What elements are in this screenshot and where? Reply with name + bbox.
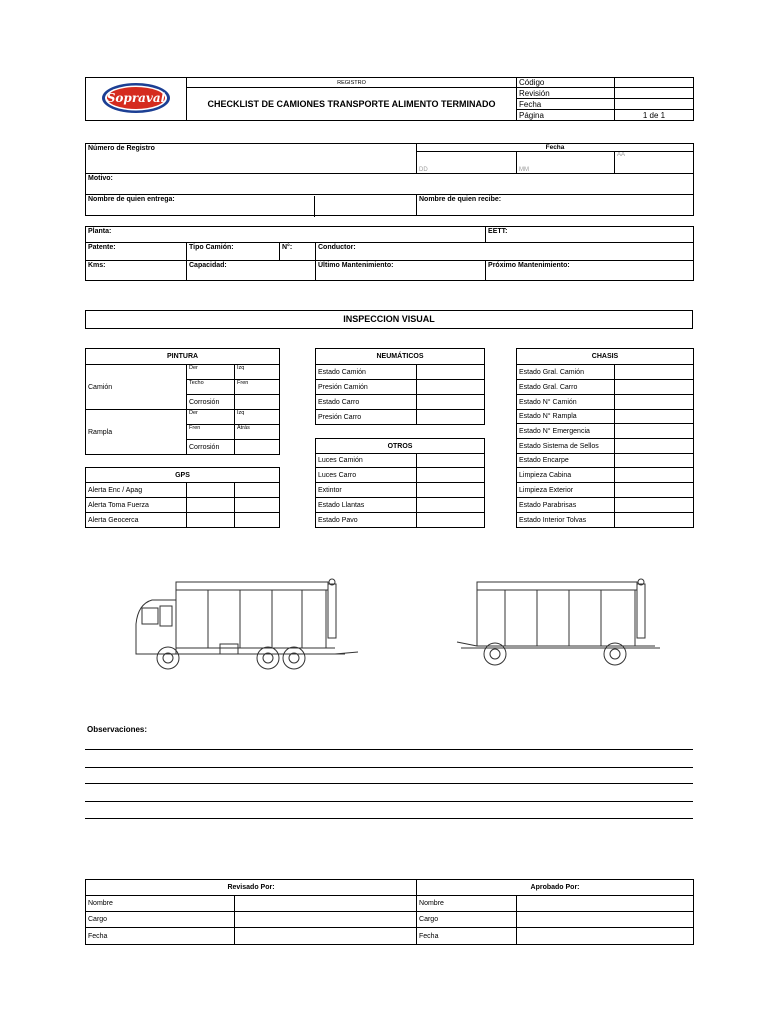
neumaticos-field[interactable] <box>417 410 485 425</box>
observaciones-line[interactable] <box>85 818 693 819</box>
revision-value[interactable] <box>615 88 694 99</box>
pintura-camion-label: Camión <box>86 365 187 410</box>
patente-field[interactable]: Patente: <box>86 243 187 261</box>
chasis-item-label: Estado Interior Tolvas <box>517 513 615 528</box>
aprobado-nombre-field[interactable] <box>517 896 694 912</box>
chasis-item-label: Limpieza Cabina <box>517 468 615 483</box>
codigo-label: Código <box>517 78 615 88</box>
gps-field[interactable] <box>187 513 235 528</box>
vehiculo-table <box>85 226 694 281</box>
chasis-field[interactable] <box>615 468 694 483</box>
aprobado-nombre-label: Nombre <box>417 896 517 912</box>
pintura-rampla-label: Rampla <box>86 410 187 455</box>
fecha-aa-field[interactable]: AA <box>615 152 694 174</box>
rampla-corrosion-label: Corrosión <box>187 440 235 455</box>
gps-field[interactable] <box>187 498 235 513</box>
neumaticos-field[interactable] <box>417 380 485 395</box>
planta-field[interactable]: Planta: <box>86 227 486 243</box>
revisado-nombre-field[interactable] <box>235 896 417 912</box>
chasis-item-label: Estado N° Rampla <box>517 410 615 424</box>
pagina-value: 1 de 1 <box>615 110 694 121</box>
fecha-mm-field[interactable]: MM <box>517 152 615 174</box>
gps-field[interactable] <box>187 483 235 498</box>
revisado-cargo-label: Cargo <box>86 912 235 928</box>
gps-item-label: Alerta Geocerca <box>86 513 187 528</box>
chasis-item-label: Estado Sistema de Sellos <box>517 439 615 454</box>
camion-corrosion-field[interactable] <box>235 395 280 410</box>
chasis-field[interactable] <box>615 513 694 528</box>
inspeccion-title: INSPECCION VISUAL <box>85 310 693 329</box>
numero-field[interactable]: N°: <box>280 243 316 261</box>
kms-field[interactable]: Kms: <box>86 261 187 281</box>
gps-title: GPS <box>86 468 280 483</box>
truck-drawing <box>130 572 370 672</box>
neumaticos-field[interactable] <box>417 365 485 380</box>
otros-item-label: Estado Llantas <box>316 498 417 513</box>
otros-field[interactable] <box>417 513 485 528</box>
sopraval-logo <box>100 81 172 115</box>
neumaticos-field[interactable] <box>417 395 485 410</box>
otros-item-label: Luces Camión <box>316 454 417 468</box>
ultimo-mant-field[interactable]: Último Mantenimiento: <box>316 261 486 281</box>
conductor-field[interactable]: Conductor: <box>316 243 694 261</box>
chasis-item-label: Estado N° Emergencia <box>517 424 615 439</box>
form-title: CHECKLIST DE CAMIONES TRANSPORTE ALIMENTO TERMINADO <box>187 88 517 121</box>
entrega-label: Nombre de quien entrega: <box>88 196 175 203</box>
revisado-cargo-field[interactable] <box>235 912 417 928</box>
rampla-corrosion-field[interactable] <box>235 440 280 455</box>
gps-item-label: Alerta Enc / Apag <box>86 483 187 498</box>
chasis-field[interactable] <box>615 365 694 380</box>
rampla-izq-field[interactable]: Izq <box>235 410 280 425</box>
rampla-der-field[interactable]: Der <box>187 410 235 425</box>
neumaticos-item-label: Estado Carro <box>316 395 417 410</box>
observaciones-label: Observaciones: <box>87 725 148 734</box>
otros-field[interactable] <box>417 483 485 498</box>
chasis-field[interactable] <box>615 498 694 513</box>
camion-der-field[interactable]: Der <box>187 365 235 380</box>
camion-fren-field[interactable]: Fren <box>235 380 280 395</box>
neumaticos-title: NEUMÁTICOS <box>316 349 485 365</box>
chasis-field[interactable] <box>615 424 694 439</box>
camion-corrosion-label: Corrosión <box>187 395 235 410</box>
chasis-field[interactable] <box>615 454 694 468</box>
pintura-title: PINTURA <box>86 349 280 365</box>
chasis-table <box>516 348 694 528</box>
recibe-label: Nombre de quien recibe: <box>419 196 502 203</box>
aprobado-title: Aprobado Por: <box>417 880 694 896</box>
pintura-table <box>85 348 280 455</box>
codigo-value[interactable] <box>615 78 694 88</box>
otros-item-label: Luces Carro <box>316 468 417 483</box>
eett-field[interactable]: EETT: <box>486 227 694 243</box>
neumaticos-item-label: Estado Camión <box>316 365 417 380</box>
capacidad-field[interactable]: Capacidad: <box>187 261 316 281</box>
logo-cell <box>86 78 187 121</box>
registro-label: REGISTRO <box>187 78 517 88</box>
observaciones-line[interactable] <box>85 767 693 768</box>
otros-title: OTROS <box>316 439 485 454</box>
revision-label: Revisión <box>517 88 615 99</box>
otros-field[interactable] <box>417 498 485 513</box>
otros-field[interactable] <box>417 468 485 483</box>
motivo-field[interactable]: Motivo: <box>86 174 694 195</box>
aprobado-fecha-field[interactable] <box>517 928 694 945</box>
revisado-title: Revisado Por: <box>86 880 417 896</box>
chasis-field[interactable] <box>615 483 694 498</box>
chasis-item-label: Limpieza Exterior <box>517 483 615 498</box>
pagina-label: Página <box>517 110 615 121</box>
proximo-mant-field[interactable]: Próximo Mantenimiento: <box>486 261 694 281</box>
neumaticos-item-label: Presión Carro <box>316 410 417 425</box>
revisado-fecha-label: Fecha <box>86 928 235 945</box>
tipo-camion-field[interactable]: Tipo Camión: <box>187 243 280 261</box>
rampla-fren-field[interactable]: Fren <box>187 425 235 440</box>
rampla-atras-field[interactable]: Atrás <box>235 425 280 440</box>
aprobado-fecha-label: Fecha <box>417 928 517 945</box>
camion-techo-field[interactable]: Techo <box>187 380 235 395</box>
chasis-field[interactable] <box>615 380 694 395</box>
chasis-item-label: Estado Encarpe <box>517 454 615 468</box>
fecha-header: Fecha <box>417 144 694 152</box>
chasis-item-label: Estado Gral. Camión <box>517 365 615 380</box>
recibe-field[interactable] <box>417 195 694 216</box>
neumaticos-table <box>315 348 485 425</box>
aprobado-cargo-field[interactable] <box>517 912 694 928</box>
chasis-item-label: Estado Parabrisas <box>517 498 615 513</box>
gps-item-label: Alerta Toma Fuerza <box>86 498 187 513</box>
entrega-field[interactable] <box>86 195 417 216</box>
numero-registro-field[interactable]: Número de Registro <box>86 144 417 174</box>
chasis-field[interactable] <box>615 439 694 454</box>
observaciones-line[interactable] <box>85 749 693 750</box>
fecha-dd-field[interactable]: DD <box>417 152 517 174</box>
aprobado-cargo-label: Cargo <box>417 912 517 928</box>
fecha-value[interactable] <box>615 99 694 110</box>
trailer-drawing <box>455 572 670 672</box>
chasis-title: CHASIS <box>517 349 694 365</box>
revisado-fecha-field[interactable] <box>235 928 417 945</box>
gps-field[interactable] <box>235 513 280 528</box>
firmas-table <box>85 879 694 945</box>
otros-item-label: Extintor <box>316 483 417 498</box>
otros-item-label: Estado Pavo <box>316 513 417 528</box>
logo-text: Sopraval <box>106 91 166 105</box>
otros-table <box>315 438 485 528</box>
neumaticos-item-label: Presión Camión <box>316 380 417 395</box>
chasis-field[interactable] <box>615 395 694 410</box>
chasis-field[interactable] <box>615 410 694 424</box>
header-table <box>85 77 694 121</box>
chasis-item-label: Estado Gral. Carro <box>517 380 615 395</box>
gps-table <box>85 467 280 528</box>
observaciones-line[interactable] <box>85 801 693 802</box>
otros-field[interactable] <box>417 454 485 468</box>
observaciones-line[interactable] <box>85 783 693 784</box>
gps-field[interactable] <box>235 498 280 513</box>
revisado-nombre-label: Nombre <box>86 896 235 912</box>
registro-table <box>85 143 694 216</box>
gps-field[interactable] <box>235 483 280 498</box>
camion-izq-field[interactable]: Izq <box>235 365 280 380</box>
chasis-item-label: Estado N° Camión <box>517 395 615 410</box>
fecha-label: Fecha <box>517 99 615 110</box>
